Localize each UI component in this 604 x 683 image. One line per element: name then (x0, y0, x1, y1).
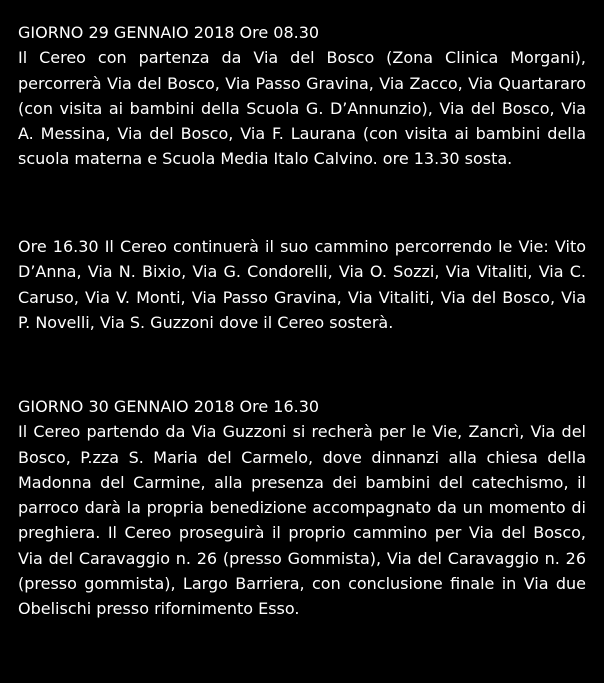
section-afternoon-29 (18, 234, 586, 335)
section-heading: GIORNO 29 GENNAIO 2018 Ore 08.30 (18, 23, 320, 42)
section-heading: GIORNO 30 GENNAIO 2018 Ore 16.30 (18, 397, 320, 416)
section-paragraph: Il Cereo con partenza da Via del Bosco (Zona Clinica Morgani), percorrerà Via del Bosco, Via Passo Gravina, Via Zacco, Via Quartararo (con visita ai bambini della Scuola G. D’Annunzio), Via del Bosco, Via A. Messina, Via del Bosco, Via F. Laurana (con visita ai bambini della scuola materna e Scuola Media Italo Calvino. ore 13.30 sosta. (18, 48, 586, 169)
section-paragraph: Ore 16.30 Il Cereo continuerà il suo cammino percorrendo le Vie: Vito D’Anna, Via N. Bixio, Via G. Condorelli, Via O. Sozzi, Via Vitaliti, Via C. Caruso, Via V. Monti, Via Passo Gravina, Via Vitaliti, Via del Bosco, Via P. Novelli, Via S. Guzzoni dove il Cereo sosterà. (18, 237, 586, 332)
section-30-gennaio (18, 394, 586, 622)
section-29-gennaio (18, 20, 586, 172)
section-paragraph: Il Cereo partendo da Via Guzzoni si recherà per le Vie, Zancrì, Via del Bosco, P.zza S. Maria del Carmelo, dove dinnanzi alla chiesa della Madonna del Carmine, alla presenza dei bambini del catechismo, il parroco darà la propria benedizione accompagnato da un momento di preghiera. Il Cereo proseguirà il proprio cammino per Via del Bosco, Via del Caravaggio n. 26 (presso Gommista), Via del Caravaggio n. 26 (presso gommista), Largo Barriera, con conclusione finale in Via due Obelischi presso rifornimento Esso. (18, 422, 586, 619)
